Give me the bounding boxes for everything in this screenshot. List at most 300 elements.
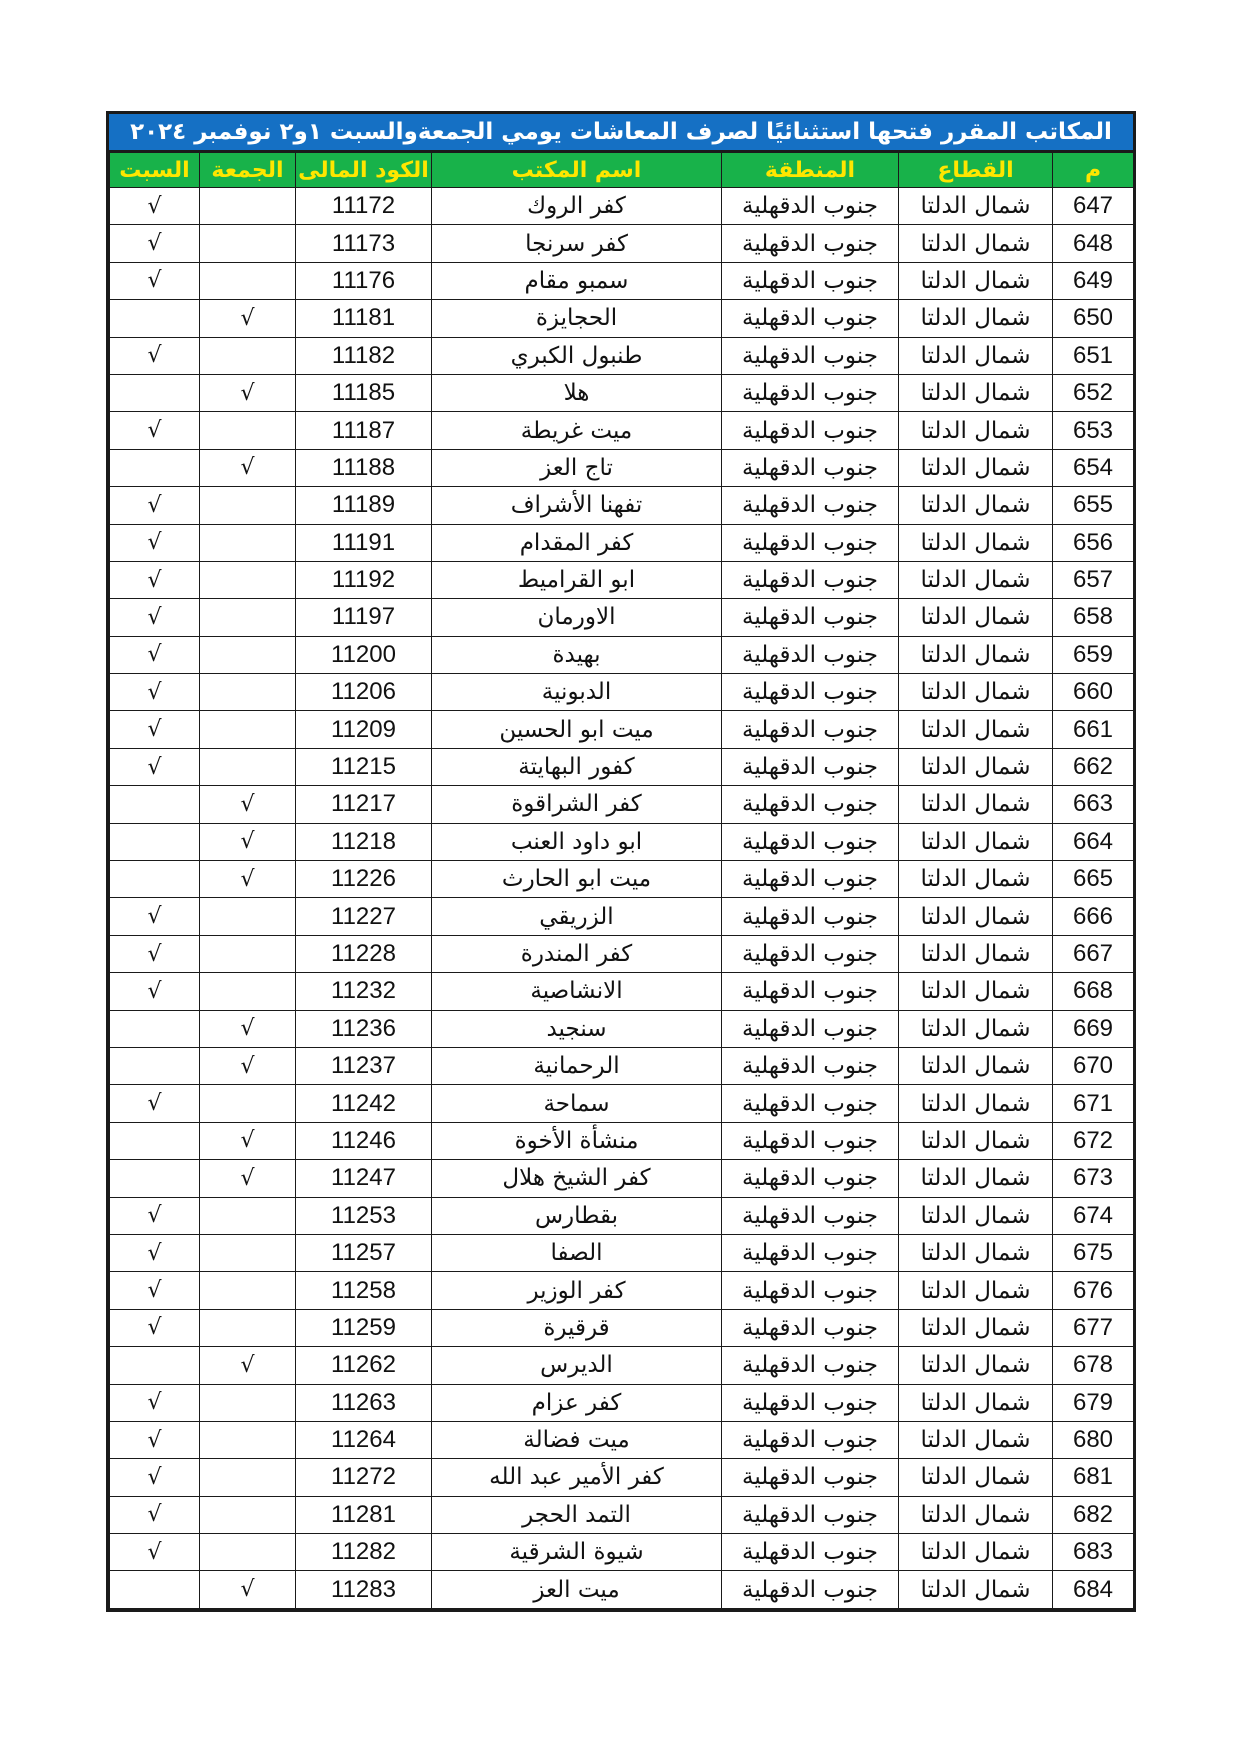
offices-table <box>109 152 1134 1609</box>
saturday-cell: √ <box>110 1272 200 1309</box>
code-cell: 11192 <box>296 561 432 598</box>
sector-cell: شمال الدلتا <box>899 561 1053 598</box>
table-row <box>110 823 1134 860</box>
office-name-cell: ابو القراميط <box>432 561 722 598</box>
region-cell: جنوب الدقهلية <box>722 1197 899 1234</box>
office-name-cell: هلا <box>432 374 722 411</box>
saturday-cell: √ <box>110 748 200 785</box>
office-name-cell: بقطارس <box>432 1197 722 1234</box>
table-row <box>110 188 1134 225</box>
saturday-cell: √ <box>110 262 200 299</box>
sector-cell: شمال الدلتا <box>899 1197 1053 1234</box>
code-cell: 11282 <box>296 1534 432 1571</box>
friday-cell: √ <box>200 374 296 411</box>
office-name-cell: شيوة الشرقية <box>432 1534 722 1571</box>
sector-cell: شمال الدلتا <box>899 1571 1053 1608</box>
saturday-cell <box>110 1160 200 1197</box>
friday-cell: √ <box>200 449 296 486</box>
region-cell: جنوب الدقهلية <box>722 337 899 374</box>
saturday-cell <box>110 449 200 486</box>
row-number-cell: 661 <box>1053 711 1134 748</box>
office-name-cell: الدبونية <box>432 674 722 711</box>
region-cell: جنوب الدقهلية <box>722 487 899 524</box>
region-cell: جنوب الدقهلية <box>722 1384 899 1421</box>
office-name-cell: الرحمانية <box>432 1047 722 1084</box>
office-name-cell: كفر المقدام <box>432 524 722 561</box>
region-cell: جنوب الدقهلية <box>722 973 899 1010</box>
office-name-cell: تفهنا الأشراف <box>432 487 722 524</box>
code-cell: 11227 <box>296 898 432 935</box>
code-cell: 11236 <box>296 1010 432 1047</box>
region-cell: جنوب الدقهلية <box>722 1421 899 1458</box>
col-header-code: الكود المالى <box>296 153 432 188</box>
col-header-friday: الجمعة <box>200 153 296 188</box>
saturday-cell <box>110 1122 200 1159</box>
row-number-cell: 678 <box>1053 1347 1134 1384</box>
office-name-cell: كفور البهايتة <box>432 748 722 785</box>
code-cell: 11259 <box>296 1309 432 1346</box>
row-number-cell: 658 <box>1053 599 1134 636</box>
office-name-cell: كفر الشيخ هلال <box>432 1160 722 1197</box>
office-name-cell: الاورمان <box>432 599 722 636</box>
sector-cell: شمال الدلتا <box>899 1047 1053 1084</box>
row-number-cell: 684 <box>1053 1571 1134 1608</box>
friday-cell <box>200 599 296 636</box>
sector-cell: شمال الدلتا <box>899 711 1053 748</box>
table-row <box>110 674 1134 711</box>
friday-cell: √ <box>200 1010 296 1047</box>
row-number-cell: 665 <box>1053 861 1134 898</box>
sector-cell: شمال الدلتا <box>899 1459 1053 1496</box>
region-cell: جنوب الدقهلية <box>722 1309 899 1346</box>
table-row <box>110 861 1134 898</box>
col-header-region: المنطقة <box>722 153 899 188</box>
friday-cell: √ <box>200 1122 296 1159</box>
code-cell: 11263 <box>296 1384 432 1421</box>
office-name-cell: سماحة <box>432 1085 722 1122</box>
sector-cell: شمال الدلتا <box>899 374 1053 411</box>
saturday-cell: √ <box>110 1496 200 1533</box>
row-number-cell: 683 <box>1053 1534 1134 1571</box>
region-cell: جنوب الدقهلية <box>722 1160 899 1197</box>
row-number-cell: 648 <box>1053 225 1134 262</box>
saturday-cell: √ <box>110 711 200 748</box>
sector-cell: شمال الدلتا <box>899 1234 1053 1271</box>
saturday-cell: √ <box>110 561 200 598</box>
row-number-cell: 654 <box>1053 449 1134 486</box>
friday-cell <box>200 1197 296 1234</box>
row-number-cell: 649 <box>1053 262 1134 299</box>
saturday-cell: √ <box>110 1534 200 1571</box>
saturday-cell: √ <box>110 188 200 225</box>
sector-cell: شمال الدلتا <box>899 1421 1053 1458</box>
sector-cell: شمال الدلتا <box>899 636 1053 673</box>
header-row <box>110 153 1134 188</box>
row-number-cell: 668 <box>1053 973 1134 1010</box>
row-number-cell: 652 <box>1053 374 1134 411</box>
office-name-cell: تاج العز <box>432 449 722 486</box>
sector-cell: شمال الدلتا <box>899 599 1053 636</box>
office-name-cell: كفر سرنجا <box>432 225 722 262</box>
table-row <box>110 1571 1134 1608</box>
friday-cell <box>200 636 296 673</box>
region-cell: جنوب الدقهلية <box>722 225 899 262</box>
friday-cell <box>200 225 296 262</box>
saturday-cell <box>110 300 200 337</box>
sector-cell: شمال الدلتا <box>899 823 1053 860</box>
friday-cell: √ <box>200 1347 296 1384</box>
code-cell: 11283 <box>296 1571 432 1608</box>
saturday-cell: √ <box>110 1309 200 1346</box>
friday-cell <box>200 1534 296 1571</box>
region-cell: جنوب الدقهلية <box>722 1010 899 1047</box>
office-name-cell: كفر الروك <box>432 188 722 225</box>
saturday-cell: √ <box>110 1459 200 1496</box>
saturday-cell: √ <box>110 898 200 935</box>
office-name-cell: الحجايزة <box>432 300 722 337</box>
row-number-cell: 647 <box>1053 188 1134 225</box>
sheet-title: المكاتب المقرر فتحها استثنائيًا لصرف المعاشات يومي الجمعةوالسبت ١و٢ نوفمبر ٢٠٢٤ <box>109 114 1133 152</box>
region-cell: جنوب الدقهلية <box>722 636 899 673</box>
table-row <box>110 748 1134 785</box>
friday-cell <box>200 561 296 598</box>
code-cell: 11228 <box>296 935 432 972</box>
code-cell: 11173 <box>296 225 432 262</box>
table-row <box>110 786 1134 823</box>
office-name-cell: الانشاصية <box>432 973 722 1010</box>
saturday-cell: √ <box>110 599 200 636</box>
col-header-num: م <box>1053 153 1134 188</box>
friday-cell <box>200 1384 296 1421</box>
region-cell: جنوب الدقهلية <box>722 786 899 823</box>
sector-cell: شمال الدلتا <box>899 786 1053 823</box>
friday-cell <box>200 748 296 785</box>
sector-cell: شمال الدلتا <box>899 1272 1053 1309</box>
code-cell: 11217 <box>296 786 432 823</box>
saturday-cell: √ <box>110 487 200 524</box>
table-row <box>110 1272 1134 1309</box>
sector-cell: شمال الدلتا <box>899 449 1053 486</box>
region-cell: جنوب الدقهلية <box>722 1571 899 1608</box>
sector-cell: شمال الدلتا <box>899 1309 1053 1346</box>
sector-cell: شمال الدلتا <box>899 1534 1053 1571</box>
row-number-cell: 680 <box>1053 1421 1134 1458</box>
saturday-cell <box>110 1047 200 1084</box>
sector-cell: شمال الدلتا <box>899 1085 1053 1122</box>
row-number-cell: 681 <box>1053 1459 1134 1496</box>
office-name-cell: الديرس <box>432 1347 722 1384</box>
sector-cell: شمال الدلتا <box>899 935 1053 972</box>
saturday-cell: √ <box>110 337 200 374</box>
code-cell: 11215 <box>296 748 432 785</box>
friday-cell <box>200 262 296 299</box>
region-cell: جنوب الدقهلية <box>722 1534 899 1571</box>
row-number-cell: 677 <box>1053 1309 1134 1346</box>
friday-cell <box>200 1085 296 1122</box>
table-row <box>110 1347 1134 1384</box>
code-cell: 11187 <box>296 412 432 449</box>
saturday-cell <box>110 1010 200 1047</box>
table-row <box>110 1160 1134 1197</box>
row-number-cell: 670 <box>1053 1047 1134 1084</box>
row-number-cell: 651 <box>1053 337 1134 374</box>
region-cell: جنوب الدقهلية <box>722 1085 899 1122</box>
row-number-cell: 655 <box>1053 487 1134 524</box>
friday-cell <box>200 1309 296 1346</box>
friday-cell <box>200 711 296 748</box>
saturday-cell: √ <box>110 1234 200 1271</box>
sector-cell: شمال الدلتا <box>899 262 1053 299</box>
code-cell: 11181 <box>296 300 432 337</box>
friday-cell: √ <box>200 300 296 337</box>
saturday-cell: √ <box>110 674 200 711</box>
code-cell: 11209 <box>296 711 432 748</box>
sector-cell: شمال الدلتا <box>899 674 1053 711</box>
saturday-cell: √ <box>110 412 200 449</box>
table-row <box>110 1085 1134 1122</box>
table-row <box>110 1010 1134 1047</box>
code-cell: 11262 <box>296 1347 432 1384</box>
region-cell: جنوب الدقهلية <box>722 449 899 486</box>
code-cell: 11237 <box>296 1047 432 1084</box>
row-number-cell: 662 <box>1053 748 1134 785</box>
code-cell: 11253 <box>296 1197 432 1234</box>
table-row <box>110 225 1134 262</box>
code-cell: 11172 <box>296 188 432 225</box>
office-name-cell: الزريقي <box>432 898 722 935</box>
region-cell: جنوب الدقهلية <box>722 561 899 598</box>
table-row <box>110 599 1134 636</box>
friday-cell <box>200 1272 296 1309</box>
code-cell: 11206 <box>296 674 432 711</box>
table-row <box>110 262 1134 299</box>
code-cell: 11246 <box>296 1122 432 1159</box>
code-cell: 11200 <box>296 636 432 673</box>
table-row <box>110 1234 1134 1271</box>
region-cell: جنوب الدقهلية <box>722 1459 899 1496</box>
friday-cell <box>200 1421 296 1458</box>
friday-cell <box>200 935 296 972</box>
table-row <box>110 1496 1134 1533</box>
office-name-cell: كفر عزام <box>432 1384 722 1421</box>
code-cell: 11272 <box>296 1459 432 1496</box>
office-name-cell: ميت العز <box>432 1571 722 1608</box>
region-cell: جنوب الدقهلية <box>722 412 899 449</box>
office-name-cell: طنبول الكبري <box>432 337 722 374</box>
table-row <box>110 487 1134 524</box>
friday-cell <box>200 1234 296 1271</box>
code-cell: 11197 <box>296 599 432 636</box>
table-row <box>110 300 1134 337</box>
sector-cell: شمال الدلتا <box>899 861 1053 898</box>
saturday-cell: √ <box>110 1421 200 1458</box>
table-row <box>110 1309 1134 1346</box>
code-cell: 11281 <box>296 1496 432 1533</box>
row-number-cell: 669 <box>1053 1010 1134 1047</box>
sector-cell: شمال الدلتا <box>899 1010 1053 1047</box>
row-number-cell: 672 <box>1053 1122 1134 1159</box>
code-cell: 11189 <box>296 487 432 524</box>
code-cell: 11191 <box>296 524 432 561</box>
office-name-cell: سمبو مقام <box>432 262 722 299</box>
code-cell: 11264 <box>296 1421 432 1458</box>
office-name-cell: ميت ابو الحارث <box>432 861 722 898</box>
saturday-cell <box>110 786 200 823</box>
code-cell: 11182 <box>296 337 432 374</box>
row-number-cell: 657 <box>1053 561 1134 598</box>
table-row <box>110 636 1134 673</box>
region-cell: جنوب الدقهلية <box>722 1047 899 1084</box>
friday-cell <box>200 487 296 524</box>
sector-cell: شمال الدلتا <box>899 487 1053 524</box>
row-number-cell: 667 <box>1053 935 1134 972</box>
friday-cell <box>200 412 296 449</box>
region-cell: جنوب الدقهلية <box>722 823 899 860</box>
row-number-cell: 682 <box>1053 1496 1134 1533</box>
region-cell: جنوب الدقهلية <box>722 1496 899 1533</box>
table-row <box>110 1122 1134 1159</box>
row-number-cell: 675 <box>1053 1234 1134 1271</box>
friday-cell <box>200 188 296 225</box>
saturday-cell <box>110 861 200 898</box>
code-cell: 11188 <box>296 449 432 486</box>
row-number-cell: 663 <box>1053 786 1134 823</box>
col-header-office: اسم المكتب <box>432 153 722 188</box>
sector-cell: شمال الدلتا <box>899 1347 1053 1384</box>
friday-cell: √ <box>200 786 296 823</box>
friday-cell <box>200 1459 296 1496</box>
table-row <box>110 898 1134 935</box>
sector-cell: شمال الدلتا <box>899 748 1053 785</box>
region-cell: جنوب الدقهلية <box>722 861 899 898</box>
code-cell: 11185 <box>296 374 432 411</box>
region-cell: جنوب الدقهلية <box>722 674 899 711</box>
region-cell: جنوب الدقهلية <box>722 1234 899 1271</box>
region-cell: جنوب الدقهلية <box>722 711 899 748</box>
friday-cell <box>200 898 296 935</box>
row-number-cell: 660 <box>1053 674 1134 711</box>
office-name-cell: بهيدة <box>432 636 722 673</box>
row-number-cell: 673 <box>1053 1160 1134 1197</box>
office-name-cell: ميت فضالة <box>432 1421 722 1458</box>
table-body <box>110 188 1134 1609</box>
table-row <box>110 374 1134 411</box>
table-row <box>110 1047 1134 1084</box>
friday-cell: √ <box>200 1160 296 1197</box>
code-cell: 11176 <box>296 262 432 299</box>
table-row <box>110 1197 1134 1234</box>
table-row <box>110 1384 1134 1421</box>
saturday-cell: √ <box>110 973 200 1010</box>
sector-cell: شمال الدلتا <box>899 1160 1053 1197</box>
row-number-cell: 671 <box>1053 1085 1134 1122</box>
table-row <box>110 711 1134 748</box>
friday-cell <box>200 1496 296 1533</box>
row-number-cell: 679 <box>1053 1384 1134 1421</box>
code-cell: 11232 <box>296 973 432 1010</box>
region-cell: جنوب الدقهلية <box>722 374 899 411</box>
offices-sheet <box>106 111 1136 1612</box>
office-name-cell: سنجيد <box>432 1010 722 1047</box>
code-cell: 11247 <box>296 1160 432 1197</box>
friday-cell: √ <box>200 1047 296 1084</box>
region-cell: جنوب الدقهلية <box>722 935 899 972</box>
table-row <box>110 524 1134 561</box>
saturday-cell <box>110 1571 200 1608</box>
sector-cell: شمال الدلتا <box>899 1496 1053 1533</box>
col-header-saturday: السبت <box>110 153 200 188</box>
region-cell: جنوب الدقهلية <box>722 898 899 935</box>
row-number-cell: 666 <box>1053 898 1134 935</box>
sector-cell: شمال الدلتا <box>899 188 1053 225</box>
sector-cell: شمال الدلتا <box>899 337 1053 374</box>
table-row <box>110 935 1134 972</box>
row-number-cell: 656 <box>1053 524 1134 561</box>
friday-cell: √ <box>200 1571 296 1608</box>
row-number-cell: 674 <box>1053 1197 1134 1234</box>
region-cell: جنوب الدقهلية <box>722 748 899 785</box>
saturday-cell: √ <box>110 1085 200 1122</box>
table-row <box>110 1534 1134 1571</box>
col-header-sector: القطاع <box>899 153 1053 188</box>
saturday-cell <box>110 1347 200 1384</box>
office-name-cell: التمد الحجر <box>432 1496 722 1533</box>
office-name-cell: ميت ابو الحسين <box>432 711 722 748</box>
friday-cell <box>200 337 296 374</box>
saturday-cell: √ <box>110 1197 200 1234</box>
table-row <box>110 412 1134 449</box>
sector-cell: شمال الدلتا <box>899 300 1053 337</box>
region-cell: جنوب الدقهلية <box>722 262 899 299</box>
friday-cell <box>200 674 296 711</box>
saturday-cell: √ <box>110 225 200 262</box>
office-name-cell: كفر المندرة <box>432 935 722 972</box>
friday-cell: √ <box>200 823 296 860</box>
table-row <box>110 1459 1134 1496</box>
office-name-cell: ميت غريطة <box>432 412 722 449</box>
sector-cell: شمال الدلتا <box>899 412 1053 449</box>
office-name-cell: كفر الشراقوة <box>432 786 722 823</box>
friday-cell <box>200 524 296 561</box>
sector-cell: شمال الدلتا <box>899 898 1053 935</box>
row-number-cell: 659 <box>1053 636 1134 673</box>
office-name-cell: منشأة الأخوة <box>432 1122 722 1159</box>
friday-cell: √ <box>200 861 296 898</box>
row-number-cell: 650 <box>1053 300 1134 337</box>
table-row <box>110 337 1134 374</box>
office-name-cell: الصفا <box>432 1234 722 1271</box>
code-cell: 11226 <box>296 861 432 898</box>
table-row <box>110 449 1134 486</box>
row-number-cell: 653 <box>1053 412 1134 449</box>
region-cell: جنوب الدقهلية <box>722 1272 899 1309</box>
row-number-cell: 676 <box>1053 1272 1134 1309</box>
sector-cell: شمال الدلتا <box>899 973 1053 1010</box>
table-row <box>110 561 1134 598</box>
saturday-cell <box>110 823 200 860</box>
office-name-cell: كفر الأمير عبد الله <box>432 1459 722 1496</box>
row-number-cell: 664 <box>1053 823 1134 860</box>
sector-cell: شمال الدلتا <box>899 524 1053 561</box>
saturday-cell: √ <box>110 636 200 673</box>
region-cell: جنوب الدقهلية <box>722 188 899 225</box>
saturday-cell: √ <box>110 524 200 561</box>
sector-cell: شمال الدلتا <box>899 1122 1053 1159</box>
region-cell: جنوب الدقهلية <box>722 524 899 561</box>
sector-cell: شمال الدلتا <box>899 1384 1053 1421</box>
office-name-cell: قرقيرة <box>432 1309 722 1346</box>
office-name-cell: كفر الوزير <box>432 1272 722 1309</box>
